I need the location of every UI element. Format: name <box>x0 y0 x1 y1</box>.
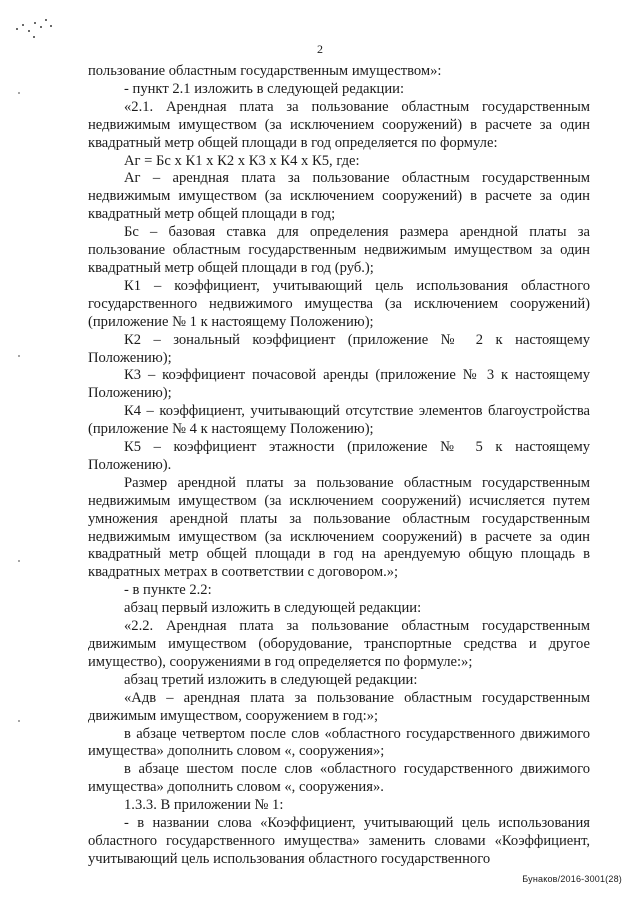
paragraph: в абзаце четвертом после слов «областного государственного движимого имущества» дополнить словом «, сооружения»; <box>88 725 590 760</box>
margin-mark <box>18 720 20 722</box>
page-number: 2 <box>317 42 323 56</box>
scan-artifact <box>12 14 62 44</box>
document-reference: Бунаков/2016-3001(28) <box>522 874 622 884</box>
paragraph: К3 – коэффициент почасовой аренды (приложение № 3 к настоящему Положению); <box>88 367 590 402</box>
paragraph: «Адв – арендная плата за пользование областным государственным движимым имуществом, сооружением в год:»; <box>88 689 590 724</box>
paragraph: К1 – коэффициент, учитывающий цель использования областного государственного недвижимого имущества (за исключением сооружений) (приложение № 1 к настоящему Положению); <box>88 277 590 330</box>
margin-mark <box>18 92 20 94</box>
paragraph: К5 – коэффициент этажности (приложение № 5 к настоящему Положению). <box>88 439 590 473</box>
paragraph: Аг = Бс x К1 x К2 x К3 x К4 x К5, где: <box>124 152 360 169</box>
document-body <box>88 63 590 869</box>
paragraph: «2.1. Арендная плата за пользование областным государственным недвижимым имуществом (за исключением сооружений) в расчете за один квадратный метр общей площади в год определяется по формуле: <box>88 98 590 151</box>
paragraph: абзац первый изложить в следующей редакции: <box>124 600 422 617</box>
paragraph: «2.2. Арендная плата за пользование областным государственным движимым имуществом (оборудование, транспортные средства и другое имущество), сооружениями в год определяется по формуле:»; <box>88 618 590 670</box>
paragraph: - в пункте 2.2: <box>124 582 212 599</box>
paragraph: пользование областным государственным имуществом»: <box>88 63 442 79</box>
paragraph: - пункт 2.1 изложить в следующей редакции: <box>124 80 405 97</box>
paragraph: Размер арендной платы за пользование областным государственным недвижимым имуществом (за исключением сооружений) исчисляется путем умножения арендной платы за пользование областным государственным недвижимым имуществом (за исключением сооружений) в расчете за один квадратный метр общей площади в год на арендуемую общую площадь в квадратных метрах в соответствии с договором.»; <box>88 474 590 581</box>
paragraph: 1.3.3. В приложении № 1: <box>124 797 284 814</box>
paragraph: К4 – коэффициент, учитывающий отсутствие элементов благоустройства (приложение № 4 к настоящему Положению); <box>88 403 590 438</box>
paragraph: Аг – арендная плата за пользование областным государственным недвижимым имуществом (за исключением сооружений) в расчете за один квадратный метр общей площади в год; <box>88 170 590 223</box>
margin-mark <box>18 355 20 357</box>
margin-mark <box>18 560 20 562</box>
paragraph: - в названии слова «Коэффициент, учитывающий цель использования областного государственного имущества» заменить словами «Коэффициент, учитывающий цель использования областного государственного <box>88 815 590 867</box>
paragraph: Бс – базовая ставка для определения размера арендной платы за пользование областным государственным недвижимым имуществом за один квадратный метр общей площади в год (руб.); <box>88 224 590 276</box>
paragraph: К2 – зональный коэффициент (приложение № 2 к настоящему Положению); <box>88 331 590 366</box>
paragraph: в абзаце шестом после слов «областного государственного движимого имущества» дополнить словом «, сооружения». <box>88 761 590 796</box>
paragraph: абзац третий изложить в следующей редакции: <box>124 671 418 688</box>
